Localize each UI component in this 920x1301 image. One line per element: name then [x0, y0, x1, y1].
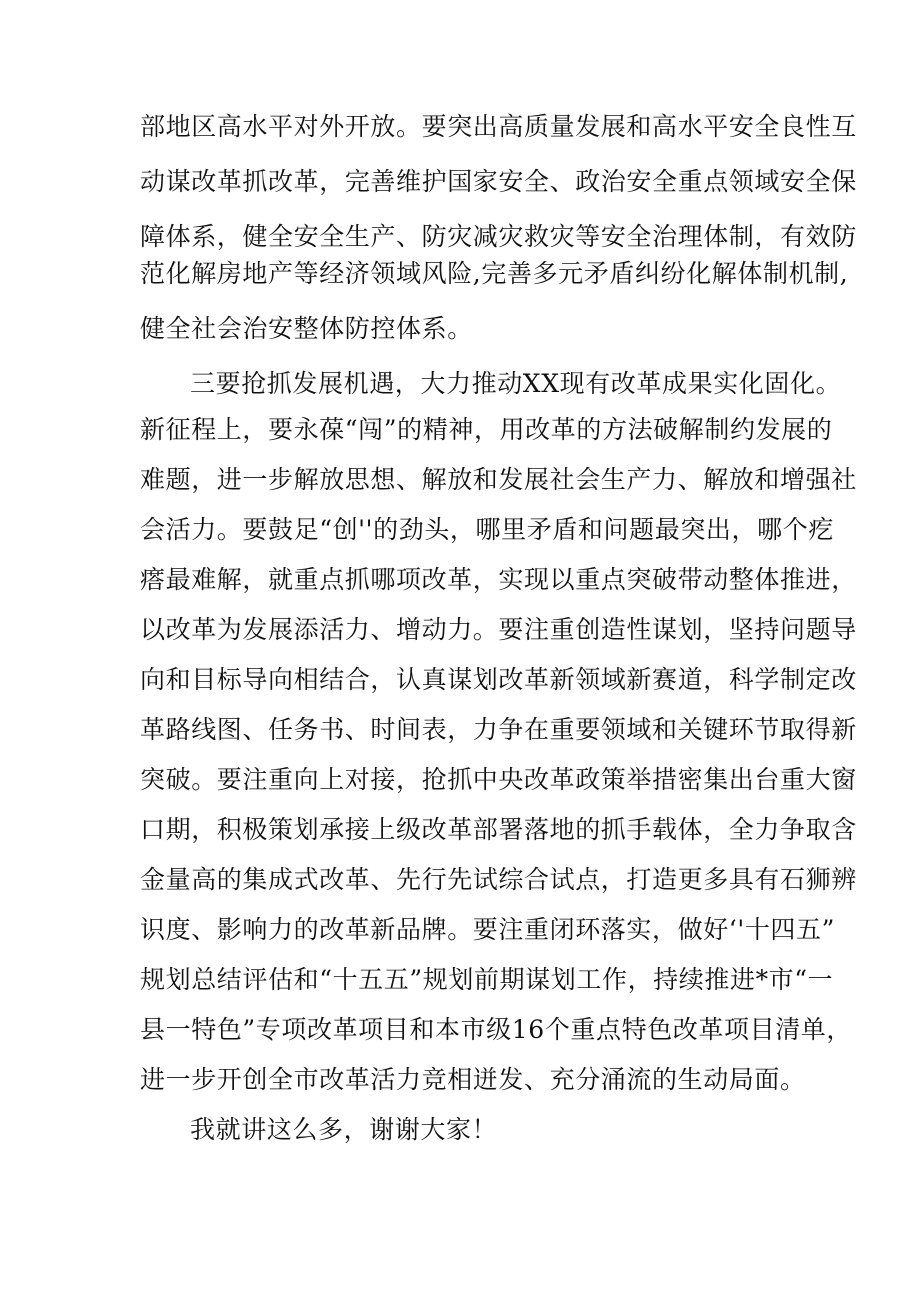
- paragraph-2-line-13: 规划总结评估和“十五五”规划前期谋划工作，持续推进*市“一: [140, 965, 834, 994]
- paragraph-2-line-9: 突破。要注重向上对接，抢抓中央改革政策举措密集出台重大窗: [140, 765, 857, 794]
- paragraph-2-line-5: 瘩最难解，就重点抓哪项改革，实现以重点突破带动整体推进，: [140, 565, 857, 594]
- paragraph-2-line-1: 三要抢抓发展机遇，大力推动XX现有改革成果实化固化。: [190, 369, 842, 398]
- paragraph-2-line-10: 口期，积极策划承接上级改革部署落地的抓手载体，全力争取含: [140, 815, 857, 844]
- paragraph-2-line-7: 向和目标导向相结合，认真谋划改革新领域新赛道，科学制定改: [140, 665, 857, 694]
- paragraph-1-line-3: 障体系，健全安全生产、防灾减灾救灾等安全治理体制，有效防: [140, 222, 857, 251]
- paragraph-2-line-14: 县一特色”专项改革项目和本市级16个重点特色改革项目清单，: [140, 1015, 852, 1044]
- paragraph-2-line-3: 难题，进一步解放思想、解放和发展社会生产力、解放和增强社: [140, 465, 857, 494]
- paragraph-2-line-6: 以改革为发展添活力、增动力。要注重创造性谋划，坚持问题导: [140, 615, 857, 644]
- closing-line: 我就讲这么多，谢谢大家！: [190, 1115, 498, 1144]
- paragraph-1-line-2: 动谋改革抓改革，完善维护国家安全、政治安全重点领域安全保: [140, 167, 857, 196]
- paragraph-1-line-1: 部地区高水平对外开放。要突出高质量发展和高水平安全良性互: [140, 112, 857, 141]
- paragraph-2-line-12: 识度、影响力的改革新品牌。要注重闭环落实，做好‘'十四五”: [140, 915, 836, 944]
- paragraph-1-line-5: 健全社会治安整体防控体系。: [140, 314, 473, 343]
- paragraph-2-line-11: 金量高的集成式改革、先行先试综合试点，打造更多具有石狮辨: [140, 865, 857, 894]
- paragraph-2-line-15: 进一步开创全市改革活力竞相迸发、充分涌流的生动局面。: [140, 1065, 806, 1094]
- paragraph-2-line-8: 革路线图、任务书、时间表，力争在重要领域和关键环节取得新: [140, 715, 857, 744]
- paragraph-1-line-4: 范化解房地产等经济领域风险,完善多元矛盾纠纷化解体制机制,: [140, 259, 849, 288]
- paragraph-2-line-4: 会活力。要鼓足“创''的劲头，哪里矛盾和问题最突出，哪个疙: [140, 515, 834, 544]
- paragraph-2-line-2: 新征程上，要永葆“闯”的精神，用改革的方法破解制约发展的: [140, 415, 833, 444]
